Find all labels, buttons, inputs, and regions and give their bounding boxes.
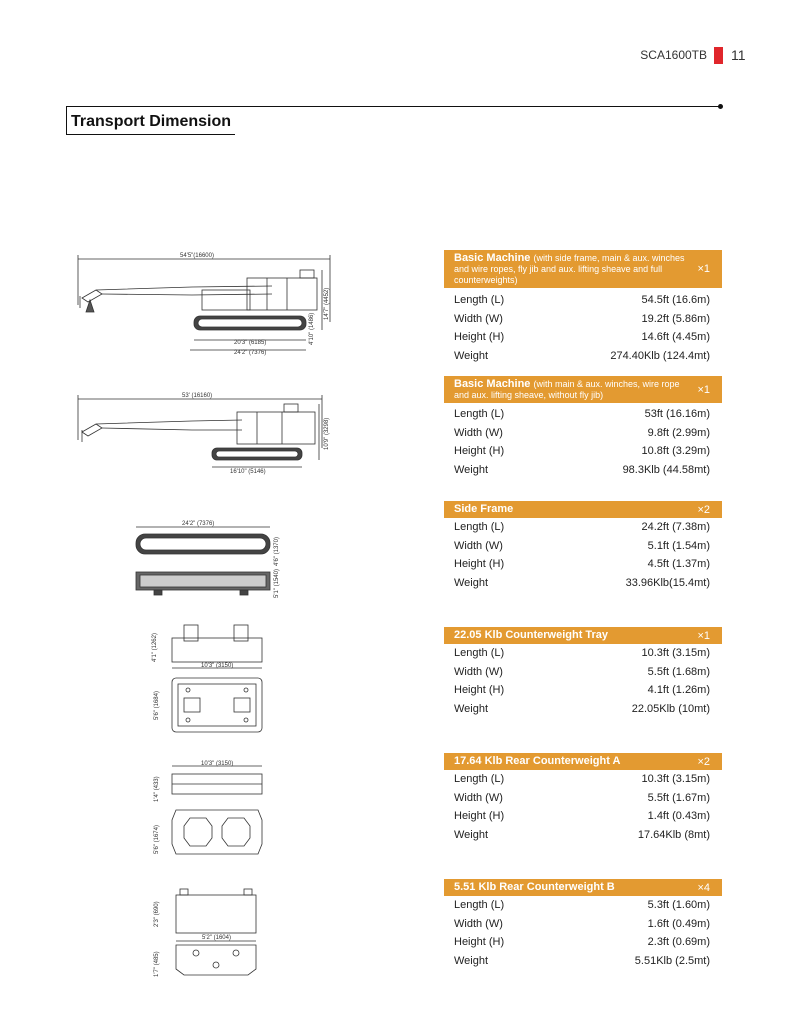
dim-height: 10'9" (3298) [324, 417, 330, 450]
spec-key: Length (L) [454, 773, 505, 785]
spec-key: Width (W) [454, 665, 503, 678]
spec-key: Length (L) [454, 408, 505, 420]
dim-length: 53' (16160) [182, 393, 213, 399]
spec-value: 5.3ft (1.60m) [647, 899, 710, 911]
dim-width: 5'6" (1684) [154, 691, 160, 720]
spec-header [444, 501, 722, 518]
header-accent-bar [714, 47, 723, 64]
spec-qty: ×1 [697, 263, 710, 275]
spec-value: 22.05Klb (10mt) [631, 702, 710, 715]
dim-length: 5'2" (1604) [202, 935, 231, 941]
spec-qty: ×4 [697, 881, 710, 894]
spec-key: Length (L) [454, 899, 505, 911]
spec-key: Length (L) [454, 294, 505, 306]
spec-key: Width (W) [454, 539, 503, 552]
dim-height: 2'3" (690) [154, 901, 160, 927]
spec-header [444, 627, 722, 644]
spec-row [444, 933, 722, 952]
spec-value: 5.51Klb (2.5mt) [634, 954, 710, 967]
spec-row [444, 770, 722, 789]
spec-value: 53ft (16.16m) [644, 408, 710, 420]
spec-title: Side Frame [454, 503, 514, 515]
spec-row [444, 310, 722, 329]
spec-value: 2.3ft (0.69m) [647, 936, 710, 948]
spec-row [444, 442, 722, 461]
spec-row [444, 826, 722, 845]
spec-qty: ×1 [697, 383, 710, 396]
spec-row [444, 700, 722, 719]
dim-width: 1'7" (485) [154, 951, 160, 977]
spec-key: Width (W) [454, 312, 503, 325]
spec-row [444, 663, 722, 682]
spec-key: Weight [454, 702, 489, 715]
dim-track: 16'10" (5146) [230, 469, 266, 475]
spec-value: 14.6ft (4.45m) [641, 331, 710, 343]
spec-value: 19.2ft (5.86m) [641, 312, 710, 325]
spec-header [444, 879, 722, 896]
spec-row [444, 789, 722, 808]
spec-value: 17.64Klb (8mt) [637, 828, 710, 841]
spec-value: 1.4ft (0.43m) [647, 810, 710, 822]
dim-length: 54'5"(16600) [180, 253, 214, 259]
spec-row [444, 518, 722, 537]
spec-value: 5.5ft (1.67m) [647, 791, 710, 804]
spec-key: Height (H) [454, 331, 505, 343]
spec-basic-machine-nojib [444, 376, 722, 479]
spec-title: 17.64 Klb Rear Counterweight A [454, 755, 621, 767]
spec-value: 10.8ft (3.29m) [641, 445, 710, 457]
spec-basic-machine-full [444, 250, 722, 365]
spec-header [444, 376, 722, 403]
spec-header [444, 753, 722, 770]
spec-title: 5.51 Klb Rear Counterweight B [454, 881, 615, 893]
spec-value: 98.3Klb (44.58mt) [622, 463, 710, 476]
spec-row [444, 555, 722, 574]
spec-note: (with main & aux. winches, wire rope and aux. lifting sheave, without fly jib) [454, 378, 680, 400]
spec-value: 24.2ft (7.38m) [641, 521, 710, 533]
spec-value: 1.6ft (0.49m) [647, 917, 710, 930]
drawing-basic-machine-full [72, 250, 342, 360]
spec-row [444, 915, 722, 934]
dim-height: 4'6" (1370) [274, 537, 280, 566]
drawing-basic-machine-nojib [72, 390, 342, 485]
spec-value: 9.8ft (2.99m) [647, 426, 710, 439]
spec-key: Height (H) [454, 810, 505, 822]
dim-width: 5'1" (1540) [274, 569, 280, 598]
spec-row [444, 347, 722, 366]
spec-row [444, 681, 722, 700]
spec-value: 4.1ft (1.26m) [647, 684, 710, 696]
model-name: SCA1600TB [640, 48, 707, 62]
spec-qty: ×2 [697, 755, 710, 768]
spec-key: Weight [454, 349, 489, 362]
spec-qty: ×2 [697, 503, 710, 516]
spec-value: 274.40Klb (124.4mt) [610, 349, 710, 362]
dim-length: 24'2" (7376) [182, 521, 215, 527]
spec-row [444, 537, 722, 556]
dim-side: 4'10" (1486) [309, 312, 315, 345]
spec-row [444, 644, 722, 663]
spec-value: 54.5ft (16.6m) [641, 294, 710, 306]
dim-length: 10'3" (3150) [201, 663, 234, 669]
spec-value: 5.5ft (1.68m) [647, 665, 710, 678]
spec-value: 10.3ft (3.15m) [641, 773, 710, 785]
spec-value: 33.96Klb(15.4mt) [625, 576, 710, 589]
spec-key: Width (W) [454, 791, 503, 804]
spec-cw-b [444, 879, 722, 970]
spec-row [444, 896, 722, 915]
drawing-cw-a [146, 760, 276, 860]
spec-row [444, 291, 722, 310]
spec-key: Height (H) [454, 936, 505, 948]
spec-title: Basic Machine [454, 377, 531, 390]
spec-value: 10.3ft (3.15m) [641, 647, 710, 659]
spec-value: 4.5ft (1.37m) [647, 558, 710, 570]
dim-length: 10'3" (3150) [201, 761, 234, 767]
spec-cw-tray [444, 627, 722, 718]
spec-key: Width (W) [454, 426, 503, 439]
spec-row [444, 952, 722, 971]
spec-side-frame [444, 501, 722, 592]
spec-row [444, 424, 722, 443]
spec-key: Height (H) [454, 684, 505, 696]
dim-width: 5'6" (1674) [154, 825, 160, 854]
dim-overall: 24'2" (7376) [234, 350, 267, 356]
spec-key: Length (L) [454, 521, 505, 533]
spec-header [444, 250, 722, 288]
dim-height: 1'4" (433) [154, 776, 160, 802]
spec-row [444, 574, 722, 593]
spec-title: Basic Machine [454, 251, 531, 264]
spec-key: Height (H) [454, 558, 505, 570]
spec-key: Length (L) [454, 647, 505, 659]
spec-qty: ×1 [697, 629, 710, 642]
spec-key: Weight [454, 576, 489, 589]
spec-cw-a [444, 753, 722, 844]
spec-row [444, 328, 722, 347]
spec-key: Weight [454, 828, 489, 841]
section-title: Transport Dimension [66, 107, 235, 135]
spec-title: 22.05 Klb Counterweight Tray [454, 629, 609, 641]
drawing-side-frame [130, 518, 280, 603]
spec-key: Weight [454, 954, 489, 967]
drawing-cw-b [146, 885, 276, 985]
spec-key: Width (W) [454, 917, 503, 930]
spec-note: (with side frame, main & aux. winches and wire ropes, fly jib and aux. lifting sheave and full counterweights) [454, 252, 685, 285]
spec-row [444, 461, 722, 480]
spec-key: Weight [454, 463, 489, 476]
page-number: 11 [731, 47, 746, 63]
spec-value: 5.1ft (1.54m) [647, 539, 710, 552]
dim-height: 14'7" (4452) [324, 287, 330, 320]
drawing-cw-tray [146, 620, 276, 740]
dim-height: 4'1" (1262) [152, 633, 158, 662]
spec-row [444, 405, 722, 424]
spec-row [444, 807, 722, 826]
title-rule-dot [718, 104, 723, 109]
spec-key: Height (H) [454, 445, 505, 457]
dim-track: 20'3" (6185) [234, 340, 267, 346]
